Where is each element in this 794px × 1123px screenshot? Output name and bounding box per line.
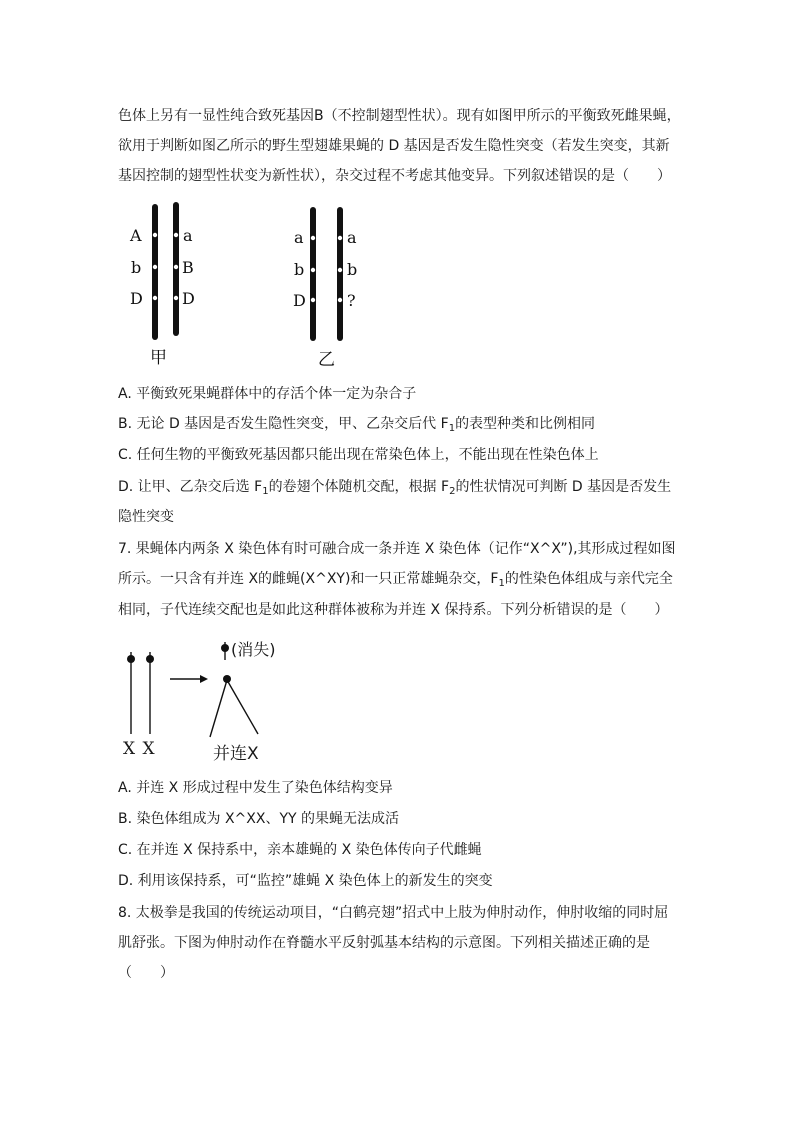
jia-left-gene-3: D [130,289,143,308]
yi-left-gene-1: a [294,228,304,247]
yi-right-gene-2: b [347,260,358,279]
q7-stem-line-2-text-2: 的性染色体组成与亲代完全 [504,571,673,587]
q6-option-d-text-3: 的性状情况可判断 D 基因是否发生 [455,479,672,495]
yi-right-gene-3: ? [347,291,356,310]
q6-option-d-subscript-2: 2 [449,486,456,497]
x-chromosome-1-centromere [127,655,135,663]
q6-stem-line-3: 基因控制的翅型性状变为新性状），杂交过程不考虑其他变异。下列叙述错误的是（ ） [118,168,671,184]
jia-caption: 甲 [150,348,167,368]
q6-stem-line-2: 欲用于判断如图乙所示的野生型翅雄果蝇的 D 基因是否发生隐性突变（若发生突变，其新 [118,138,670,154]
q6-option-d-text-1: D. 让甲、乙杂交后选 F [118,479,263,495]
q6-option-d-subscript-1: 1 [262,486,269,497]
x-chromosome-2-centromere [146,655,154,663]
q6-option-b [118,414,595,439]
jia-right-gene-1: a [183,226,193,245]
jia-left-gene-2: b [131,258,142,277]
attached-x-label: 并连X [213,744,259,764]
attached-x-centromere [223,675,231,683]
q7-stem-line-3: 相同，子代连续交配也是如此这种群体被称为并连 X 保持系。下列分析错误的是（ ） [118,602,669,618]
yi-caption: 乙 [318,350,335,370]
yi-right-gene-1: a [347,228,357,247]
xx-label: X X [123,739,156,759]
q7-stem-subscript: 1 [498,578,505,589]
q7-attached-x-figure [118,632,318,772]
attached-x-right-arm [227,680,258,734]
jia-left-gene-1: A [130,226,142,245]
q7-stem-line-2-text-1: 所示。一只含有并连 X的雌蝇(X^XY)和一只正常雄蝇杂交，F [118,571,499,587]
q8-stem-line-2: 肌舒张。下图为伸肘动作在脊髓水平反射弧基本结构的示意图。下列相关描述正确的是 [118,935,650,951]
q7-option-b: B. 染色体组成为 X^XX、YY 的果蝇无法成活 [118,811,400,827]
q7-option-c: C. 在并连 X 保持系中，亲本雄蝇的 X 染色体传向子代雌蝇 [118,842,482,858]
yi-left-gene-3: D [293,291,306,310]
q6-option-d [118,477,671,502]
attached-x-left-arm [210,680,227,737]
q6-option-c: C. 任何生物的平衡致死基因都只能出现在常染色体上，不能出现在性染色体上 [118,447,599,463]
q6-option-b-text-2: 的表型种类和比例相同 [455,416,596,432]
jia-right-gene-3: D [182,289,195,308]
q8-stem-line-3: （ ） [118,965,174,981]
q6-option-b-text-1: B. 无论 D 基因是否发生隐性突变，甲、乙杂交后代 F [118,416,449,432]
disappear-label: (消失) [231,640,276,659]
q6-chromosome-figure [120,195,380,370]
q6-option-d-continued: 隐性突变 [118,509,174,525]
yi-left-gene-2: b [294,260,305,279]
q7-stem-line-1: 7. 果蝇体内两条 X 染色体有时可融合成一条并连 X 染色体（记作“X^X”),其形成过程如图 [118,541,676,557]
q6-option-a: A. 平衡致死果蝇群体中的存活个体一定为杂合子 [118,386,417,402]
jia-right-gene-2: B [182,258,194,277]
q7-stem-line-2 [118,569,673,594]
q6-stem-line-1: 色体上另有一显性纯合致死基因B（不控制翅型性状）。现有如图甲所示的平衡致死雌果蝇， [118,108,681,124]
q6-option-b-subscript: 1 [448,423,456,434]
q8-stem-line-1: 8. 太极拳是我国的传统运动项目，“白鹤亮翅”招式中上肢为伸肘动作，伸肘收缩的同时屈 [118,905,669,921]
q6-option-d-text-2: 的卷翅个体随机交配，根据 F [268,479,450,495]
q7-option-d: D. 利用该保持系，可“监控”雄蝇 X 染色体上的新发生的突变 [118,873,493,889]
q7-option-a: A. 并连 X 形成过程中发生了染色体结构变异 [118,780,393,796]
